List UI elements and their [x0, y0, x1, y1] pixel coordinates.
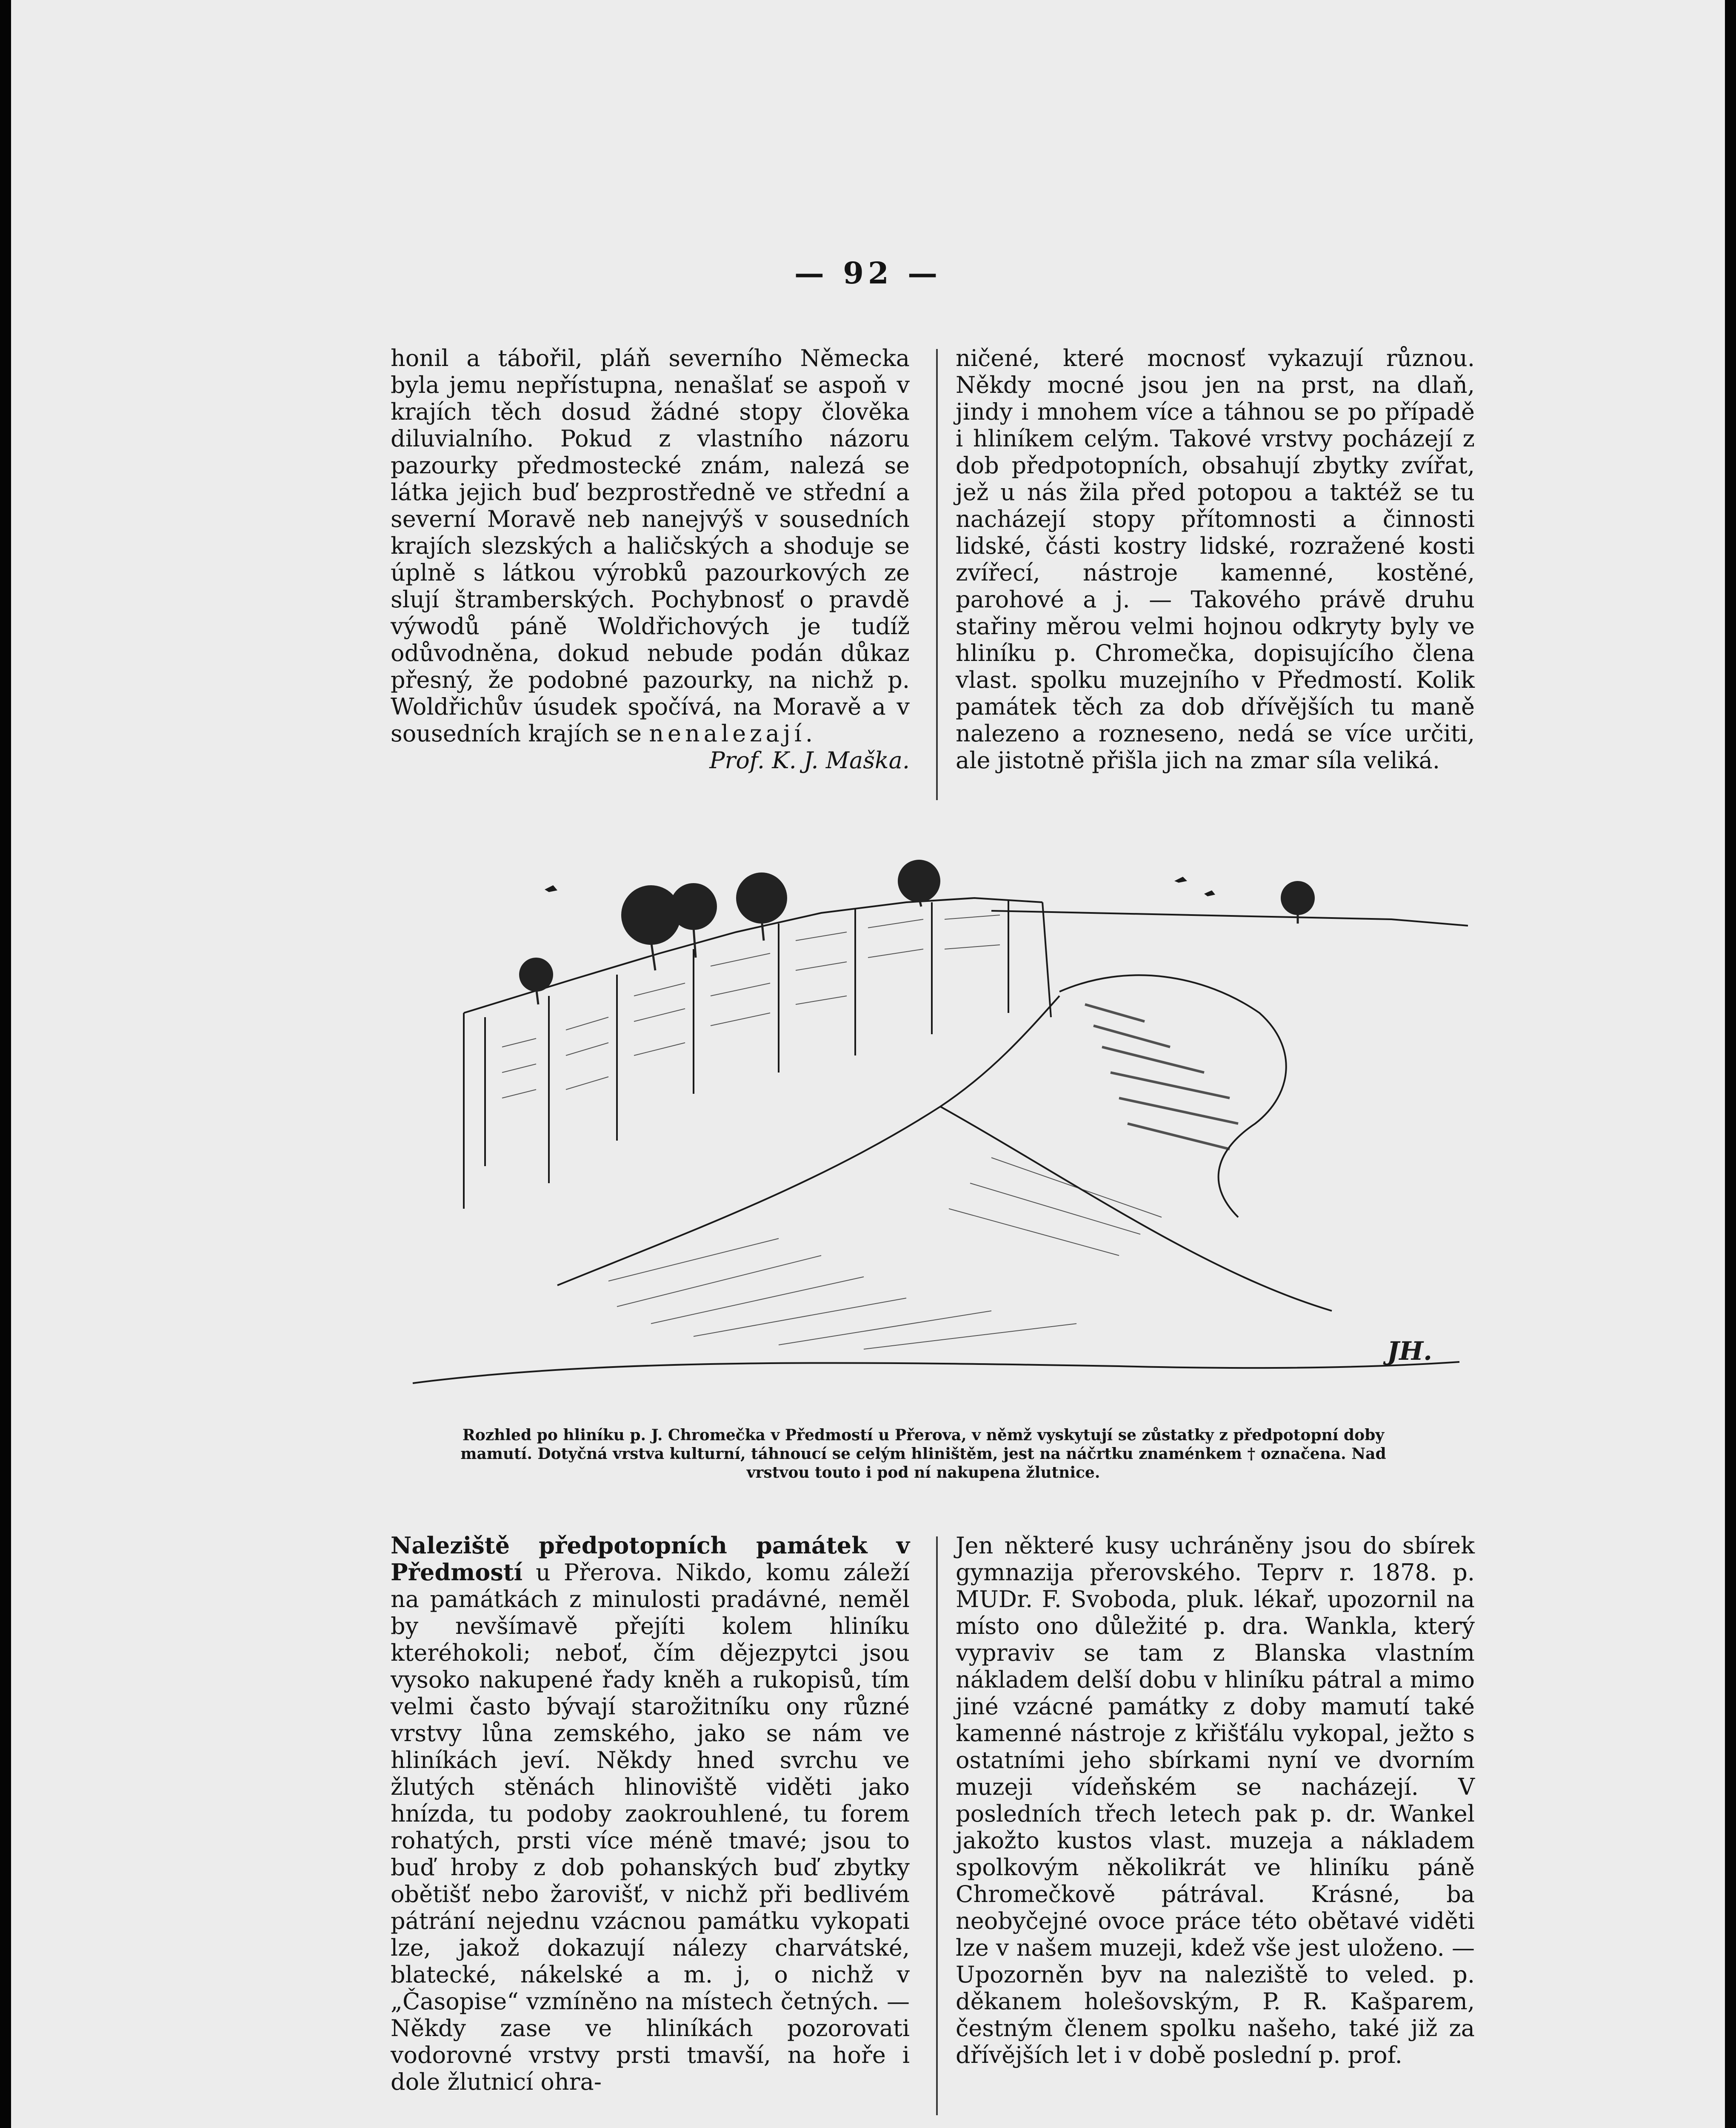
- author-signature: Prof. K. J. Maška.: [709, 747, 910, 774]
- top-left-spaced-word: nenalezají.: [649, 720, 817, 747]
- tree-foliage: [519, 860, 1315, 992]
- bottom-right-paragraph: Jen některé kusy uchráněny jsou do sbírek gymnazija přerovského. Teprv r. 1878. p. MUDr. F. Svoboda, pluk. lékař, upozornil na místo ono důležité p. dra. Wankla, který vypraviv se tam z Blanska vlastním nákladem delší dobu v hliníku pátral a mimo jiné vzácné památky z doby mamutí také kamenné nástroje z křišťálu vykopal, ježto s ostatními jeho sbírkami nyní ve dvorním muzeji vídeňském se nacházejí. V posledních třech letech pak p. dr. Wankel jakožto kustos vlast. muzeja a nákladem spolkovým několikrát ve hliníku páně Chromečkově pátrával. Krásné, ba neobyčejné ovoce práce této obětavé viděti lze v našem muzeji, kdež vše jest uloženo. — Upozorněn byv na naleziště to veled. p. děkanem holešovským, P. R. Kašparem, čestným členem spolku našeho, také již za dřívějších let i v době poslední p. prof.: [956, 1532, 1475, 2068]
- artist-mark: JH.: [1387, 1336, 1432, 1366]
- cliff-sides: [464, 902, 1051, 1209]
- clay-pit-illustration: [396, 834, 1476, 1413]
- foreground-ground: [413, 1362, 1459, 1383]
- figure-caption: Rozhled po hliníku p. J. Chromečka v Předmostí u Přerova, v němž vyskytují se zůstatky z předpotopní doby mamutí. Dotyčná vrstva kulturní, táhnoucí se celým hliništěm, jest na náčrtku znaménkem † označena. Nad vrstvou touto i pod ní nakupena žlutnice.: [460, 1426, 1386, 1482]
- column-divider-bottom: [936, 1536, 938, 2115]
- column-divider-top: [936, 349, 938, 800]
- scan-edge-left: [0, 0, 11, 2128]
- top-right-paragraph: ničené, které mocnosť vykazují různou. Někdy mocné jsou jen na prst, na dlaň, jindy i mnohem více a táhnou se po případě i hliníkem celým. Takové vrstvy pocházejí z dob předpotopních, obsahují zbytky zvířat, jež u nás žila před potopou a taktéž se tu nacházejí stopy přítomnosti a činnosti lidské, části kostry lidské, rozražené kosti zvířecí, nástroje kamenné, kostěné, parohové a j. — Takového právě druhu stařiny měrou velmi hojnou odkryty byly ve hliníku p. Chromečka, dopisujícího člena vlast. spolku muzejního v Předmostí. Kolik památek těch za dob dřívějších tu maně nalezeno a rozneseno, nedá se více určiti, ale jistotně přišla jich na zmar síla veliká.: [956, 345, 1475, 774]
- top-left-column: [391, 345, 910, 774]
- bottom-left-text: u Přerova. Nikdo, komu záleží na památkách z minulosti pradávné, neměl by nevšímavě přejíti kolem hliníku kteréhokoli; neboť, čím dějezpytci jsou vysoko nakupené řady kněh a rukopisů, tím velmi často bývají starožitníku ony různé vrstvy lůna zemského, jako se nám ve hliníkách jeví. Někdy hned svrchu ve žlutých stěnách hlinoviště viděti jako hnízda, tu podoby zaokrouhlené, tu forem rohatých, prsti více méně tmavé; jsou to buď hroby z dob pohanských buď zbytky obětišť nebo žarovišť, v nichž při bedlivém pátrání nejednu vzácnou památku vykopati lze, jakož dokazují nálezy charvátské, blatecké, nákelské a m. j, o nichž v „Časopise“ vzmíněno na místech četných. — Někdy zase ve hliníkách pozorovati vodorovné vrstvy prsti tmavší, na hoře i dole žlutnicí ohra-: [391, 1559, 910, 2095]
- horizon-line: [991, 911, 1468, 926]
- page-number: — 92 —: [794, 255, 942, 291]
- bottom-left-column: [391, 1532, 910, 2095]
- top-left-paragraph: [391, 345, 910, 747]
- section-heading: Naleziště předpotopních památek v Předmostí: [391, 1532, 910, 1586]
- cliff-face-blocks: [485, 900, 1008, 1183]
- top-left-text: honil a tábořil, pláň severního Německa byla jemu nepřístupna, nenašlať se aspoň v krajích těch dosud žádné stopy člověka diluvialního. Pokud z vlastního názoru pazourky předmostecké znám, nalezá se látka jejich buď bezprostředně ve střední a severní Moravě neb nanejvýš v sousedních krajích slezských a haličských a shoduje se úplně s látkou výrobků pazourkových ze slují štramberských. Pochybnosť o pravdě výwodů páně Woldřichových je tudíž odůvodněna, dokud nebude podán důkaz přesný, že podobné pazourky, na nichž p. Woldřichův úsudek spočívá, na Moravě a v sousedních krajích se: [391, 345, 910, 747]
- bottom-right-column: [956, 1532, 1475, 2068]
- top-right-column: [956, 345, 1475, 774]
- hatching: [502, 915, 1238, 1349]
- overhang-block-outline: [1059, 975, 1286, 1217]
- bottom-left-paragraph: [391, 1532, 910, 2095]
- slope-ridge: [557, 996, 1059, 1285]
- scan-edge-right: [1725, 0, 1736, 2128]
